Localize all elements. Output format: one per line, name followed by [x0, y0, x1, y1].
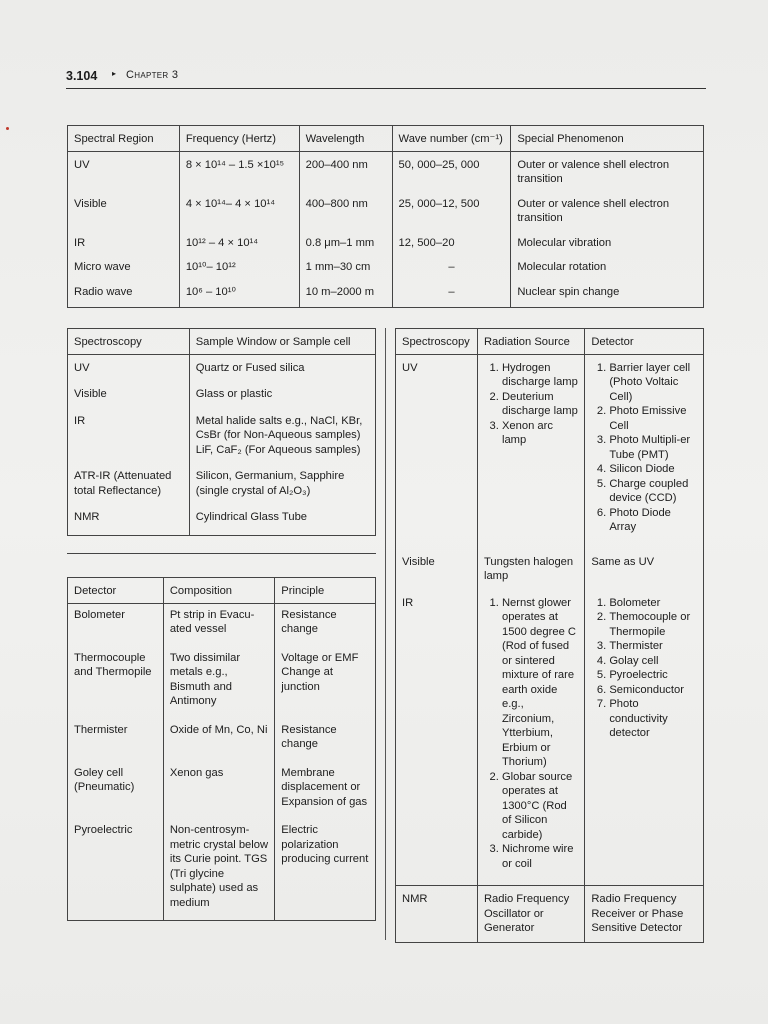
- list-item: 2. Deuterium discharge lamp: [502, 390, 578, 419]
- divider: [67, 553, 376, 554]
- list-item: 2. Themocouple or Thermopile: [609, 610, 697, 639]
- column-header: Spectral Region: [68, 126, 180, 152]
- column-header: Wave number (cm⁻¹): [392, 126, 511, 152]
- table-cell: [477, 354, 584, 549]
- list-item: 3. Xenon arc lamp: [502, 419, 578, 448]
- table-row: [68, 151, 704, 195]
- table-cell: 50, 000–25, 000: [392, 151, 511, 195]
- radiation-source-table: [395, 328, 704, 943]
- column-header: Sample Window or Sample cell: [189, 329, 375, 355]
- table-cell: 10⁶ – 10¹⁰: [179, 283, 299, 308]
- table-row: [396, 886, 704, 943]
- table-row: [68, 283, 704, 308]
- table-cell: [585, 354, 704, 549]
- page-number: 3.104: [66, 69, 98, 83]
- table-cell: Metal halide salts e.g., NaCl, KBr, CsBr (for Non-Aqueous samples) LiF, CaF₂ (For Aqueous samples): [189, 412, 375, 468]
- table-cell: UV: [68, 151, 180, 195]
- table-cell: –: [392, 283, 511, 308]
- table-cell: [585, 590, 704, 886]
- table-cell: Electric polarization producing current: [275, 819, 376, 921]
- table-row: [68, 467, 376, 508]
- list-item: 3. Thermister: [609, 639, 697, 654]
- list-item: 5. Charge coupled device (CCD): [609, 477, 697, 506]
- table-cell: Radio Frequency Oscillator or Generator: [477, 886, 584, 943]
- table-row: [68, 603, 376, 647]
- table-cell: Voltage or EMF Change at junction: [275, 647, 376, 719]
- table-cell: Molecular vibration: [511, 234, 704, 259]
- table-cell: 8 × 10¹⁴ – 1.5 ×10¹⁵: [179, 151, 299, 195]
- table-header-row: [68, 126, 704, 152]
- table-cell: 12, 500–20: [392, 234, 511, 259]
- table-cell: Radio wave: [68, 283, 180, 308]
- table-cell: NMR: [68, 508, 190, 535]
- table-cell: 1 mm–30 cm: [299, 258, 392, 283]
- table-cell: Xenon gas: [163, 762, 274, 820]
- table-cell: Nuclear spin change: [511, 283, 704, 308]
- column-header: Frequency (Hertz): [179, 126, 299, 152]
- table-cell: Resistance change: [275, 603, 376, 647]
- table-cell: IR: [396, 590, 478, 886]
- table-cell: IR: [68, 412, 190, 468]
- list-item: 4. Golay cell: [609, 654, 697, 669]
- table-cell: Visible: [396, 549, 478, 590]
- table-cell: Resistance change: [275, 719, 376, 762]
- running-header: [66, 68, 706, 89]
- table-cell: Oxide of Mn, Co, Ni: [163, 719, 274, 762]
- table-cell: Outer or valence shell electron transition: [511, 195, 704, 234]
- list-item: 7. Photo conductivity detector: [609, 697, 697, 741]
- table-row: [68, 195, 704, 234]
- column-header: Detector: [585, 329, 704, 355]
- table-row: [68, 258, 704, 283]
- list-item: 3. Nichrome wire or coil: [502, 842, 578, 871]
- table-row: [396, 590, 704, 886]
- table-row: [68, 354, 376, 385]
- table-cell: Bolometer: [68, 603, 164, 647]
- table-cell: Membrane displacement or Expansion of gas: [275, 762, 376, 820]
- table-cell: NMR: [396, 886, 478, 943]
- table-row: [396, 549, 704, 590]
- table-cell: 10 m–2000 m: [299, 283, 392, 308]
- table-row: [68, 508, 376, 535]
- list-item: 3. Photo Multipli-er Tube (PMT): [609, 433, 697, 462]
- detector-table: [67, 577, 376, 921]
- table-row: [396, 354, 704, 549]
- table-row: [68, 762, 376, 820]
- table-cell: Thermocouple and Thermopile: [68, 647, 164, 719]
- table-cell: Non-centrosym-metric crystal below its Curie point. TGS (Tri glycine sulphate) used as medium: [163, 819, 274, 921]
- table-cell: Pyroelectric: [68, 819, 164, 921]
- table-row: [68, 719, 376, 762]
- table-row: [68, 819, 376, 921]
- table-cell: Micro wave: [68, 258, 180, 283]
- table-cell: 10¹⁰– 10¹²: [179, 258, 299, 283]
- column-header: Principle: [275, 578, 376, 604]
- margin-mark: [6, 127, 9, 130]
- source-list: [484, 361, 578, 448]
- list-item: 2. Photo Emissive Cell: [609, 404, 697, 433]
- column-header: Detector: [68, 578, 164, 604]
- arrow-icon: ▸: [112, 69, 117, 78]
- column-divider: [385, 328, 386, 940]
- sample-window-table: [67, 328, 376, 536]
- table-cell: Silicon, Germanium, Sapphire (single crystal of Al₂O₃): [189, 467, 375, 508]
- column-header: Composition: [163, 578, 274, 604]
- table-row: [68, 234, 704, 259]
- table-cell: 0.8 μm–1 mm: [299, 234, 392, 259]
- table-cell: ATR-IR (Attenuated total Reflectance): [68, 467, 190, 508]
- list-item: 2. Globar source operates at 1300°C (Rod of Silicon carbide): [502, 770, 578, 843]
- table-cell: Cylindrical Glass Tube: [189, 508, 375, 535]
- table-row: [68, 412, 376, 468]
- table-cell: Glass or plastic: [189, 385, 375, 412]
- list-item: 1. Nernst glower operates at 1500 degree C (Rod of fused or sintered mixture of rare earth oxide e.g., Zirconium, Ytterbium, Erbium or Thorium): [502, 596, 578, 770]
- table-cell: Same as UV: [585, 549, 704, 590]
- table-row: [68, 647, 376, 719]
- list-item: 4. Silicon Diode: [609, 462, 697, 477]
- table-cell: –: [392, 258, 511, 283]
- table-cell: 200–400 nm: [299, 151, 392, 195]
- list-item: 1. Bolometer: [609, 596, 697, 611]
- list-item: 1. Hydrogen discharge lamp: [502, 361, 578, 390]
- table-cell: Pt strip in Evacu-ated vessel: [163, 603, 274, 647]
- table-cell: 400–800 nm: [299, 195, 392, 234]
- table-cell: Quartz or Fused silica: [189, 354, 375, 385]
- column-header: Radiation Source: [477, 329, 584, 355]
- table-cell: Radio Frequency Receiver or Phase Sensitive Detector: [585, 886, 704, 943]
- column-header: Special Phenomenon: [511, 126, 704, 152]
- table-header-row: [68, 578, 376, 604]
- column-header: Wavelength: [299, 126, 392, 152]
- column-header: Spectroscopy: [396, 329, 478, 355]
- table-cell: Tungsten halogen lamp: [477, 549, 584, 590]
- table-cell: Visible: [68, 195, 180, 234]
- table-cell: Thermister: [68, 719, 164, 762]
- chapter-title: Chapter 3: [126, 69, 179, 81]
- table-cell: Goley cell (Pneumatic): [68, 762, 164, 820]
- spectral-region-table: [67, 125, 704, 308]
- table-cell: 4 × 10¹⁴– 4 × 10¹⁴: [179, 195, 299, 234]
- list-item: 5. Pyroelectric: [609, 668, 697, 683]
- column-header: Spectroscopy: [68, 329, 190, 355]
- table-cell: Molecular rotation: [511, 258, 704, 283]
- table-cell: [477, 590, 584, 886]
- table-cell: Outer or valence shell electron transition: [511, 151, 704, 195]
- table-cell: Visible: [68, 385, 190, 412]
- table-cell: 10¹² – 4 × 10¹⁴: [179, 234, 299, 259]
- table-cell: UV: [396, 354, 478, 549]
- table-header-row: [396, 329, 704, 355]
- detector-list: [591, 596, 697, 741]
- table-row: [68, 385, 376, 412]
- detector-list: [591, 361, 697, 535]
- list-item: 6. Semiconductor: [609, 683, 697, 698]
- table-cell: Two dissimilar metals e.g., Bismuth and Antimony: [163, 647, 274, 719]
- list-item: 1. Barrier layer cell (Photo Voltaic Cell): [609, 361, 697, 405]
- table-cell: 25, 000–12, 500: [392, 195, 511, 234]
- list-item: 6. Photo Diode Array: [609, 506, 697, 535]
- table-cell: UV: [68, 354, 190, 385]
- table-cell: IR: [68, 234, 180, 259]
- table-header-row: [68, 329, 376, 355]
- source-list: [484, 596, 578, 872]
